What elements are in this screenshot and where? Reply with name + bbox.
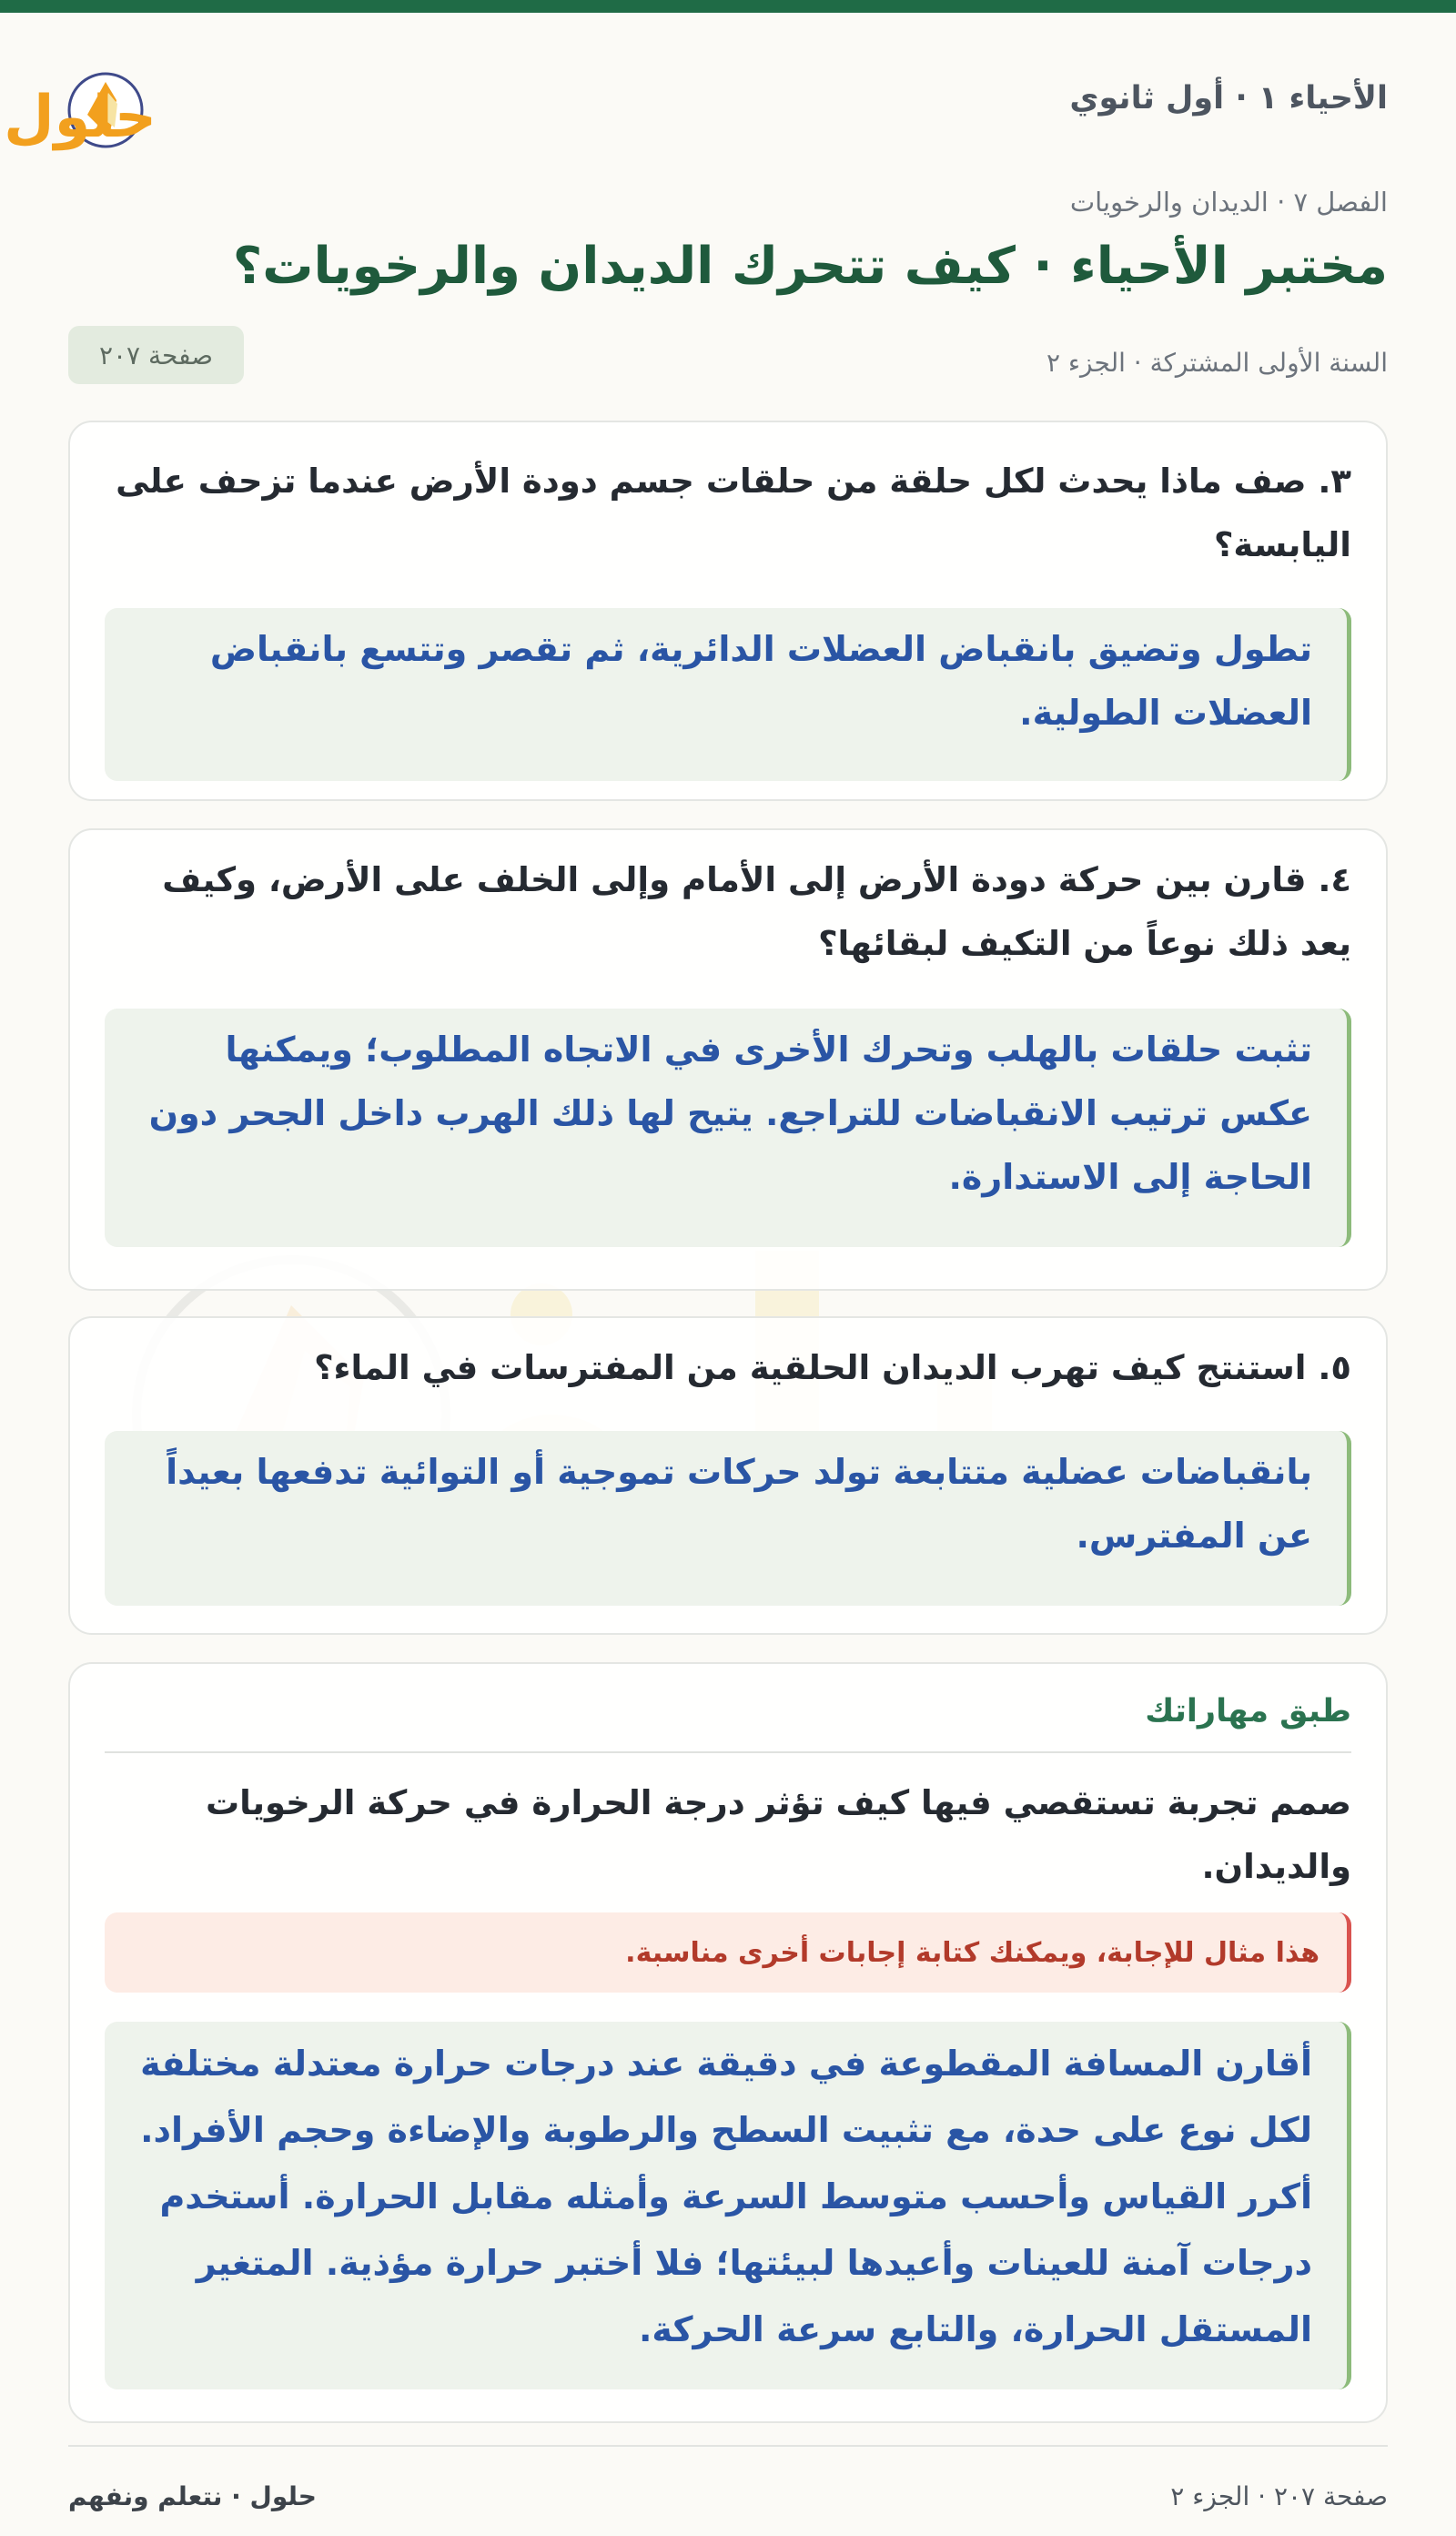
skills-prompt: صمم تجربة تستقصي فيها كيف تؤثر درجة الحرارة في حركة الرخويات والديدان. [206, 1783, 1351, 1886]
answer-box: تطول وتضيق بانقباض العضلات الدائرية، ثم تقصر وتتسع بانقباض العضلات الطولية. [105, 608, 1351, 781]
question-card-3 [68, 421, 1388, 801]
question-text: ٣. صف ماذا يحدث لكل حلقة من حلقات جسم دودة الأرض عندما تزحف على اليابسة؟ [116, 462, 1351, 564]
answer-box: أقارن المسافة المقطوعة في دقيقة عند درجات حرارة معتدلة مختلفة لكل نوع على حدة، مع تثبيت السطح والرطوبة والإضاءة وحجم الأفراد. أكرر القياس وأحسب متوسط السرعة وأمثله مقابل الحرارة. أستخدم درجات آمنة للعينات وأعيدها لبيئتها؛ فلا أختبر حرارة مؤذية. المتغير المستقل الحرارة، والتابع سرعة الحركة. [105, 2022, 1351, 2389]
question-card-5 [68, 1316, 1388, 1635]
footer-page-info: صفحة ٢٠٧ · الجزء ٢ [1170, 2481, 1388, 2511]
answer-box: بانقباضات عضلية متتابعة تولد حركات تموجية أو التوائية تدفعها بعيداً عن المفترس. [105, 1431, 1351, 1606]
page-title: مختبر الأحياء · كيف تتحرك الديدان والرخويات؟ [232, 237, 1388, 296]
footer-brand: حلول · نتعلم ونفهم [68, 2481, 317, 2511]
skills-divider [105, 1751, 1351, 1753]
question-text: ٤. قارن بين حركة دودة الأرض إلى الأمام وإلى الخلف على الأرض، وكيف يعد ذلك نوعاً من التكيف لبقائها؟ [162, 860, 1351, 963]
question-card-4 [68, 828, 1388, 1291]
footer-divider [68, 2445, 1388, 2447]
skills-card [68, 1662, 1388, 2423]
answer-box: تثبت حلقات بالهلب وتحرك الأخرى في الاتجاه المطلوب؛ ويمكنها عكس ترتيب الانقباضات للتراجع. يتيح لها ذلك الهرب داخل الجحر دون الحاجة إلى الاستدارة. [105, 1009, 1351, 1247]
hulool-logo[interactable] [4, 56, 309, 164]
chapter-breadcrumb: الفصل ٧ · الديدان والرخويات [1069, 187, 1388, 218]
question-text: ٥. استنتج كيف تهرب الديدان الحلقية من المفترسات في الماء؟ [314, 1348, 1351, 1387]
course-title: الأحياء ١ · أول ثانوي [1069, 80, 1388, 117]
edition-label: السنة الأولى المشتركة · الجزء ٢ [1046, 348, 1388, 378]
page [0, 13, 1456, 2536]
skills-heading: طبق مهاراتك [1145, 1693, 1351, 1730]
logo-wordmark: حلول [4, 84, 157, 151]
sample-answer-note: هذا مثال للإجابة، ويمكنك كتابة إجابات أخرى مناسبة. [105, 1912, 1351, 1993]
page-number-badge: صفحة ٢٠٧ [68, 326, 244, 384]
top-accent-bar [0, 0, 1456, 13]
